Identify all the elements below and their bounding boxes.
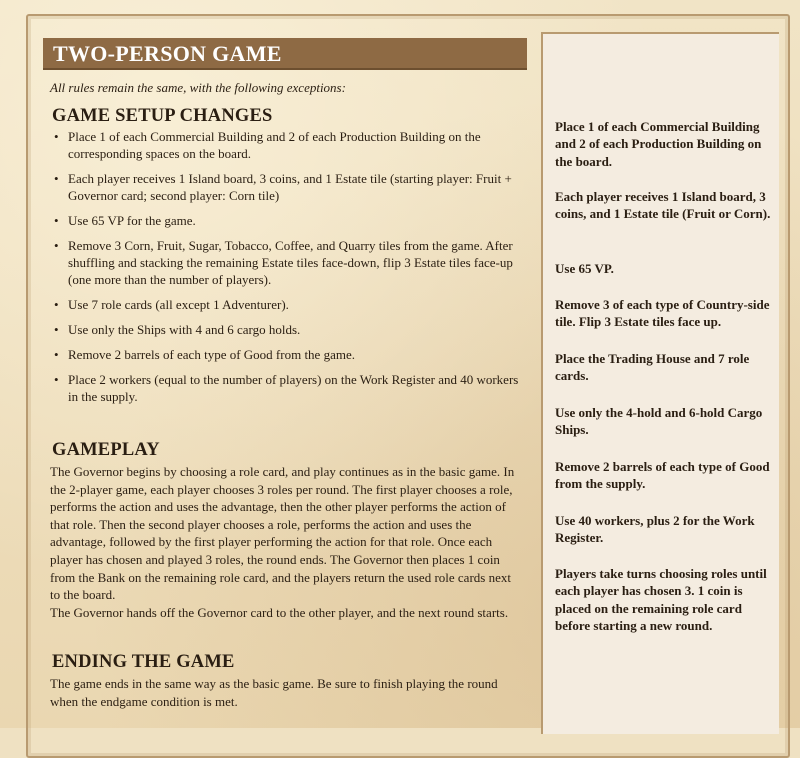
summary-note: Use only the 4-hold and 6-hold Cargo Ships. <box>555 405 763 438</box>
setup-item: • Remove 3 Corn, Fruit, Sugar, Tobacco, Coffee, and Quarry tiles from the game. After shuffling and stacking the remaining Estate tiles face-down, flip 3 Estate tiles face-up (one more than the number of players). <box>50 237 520 288</box>
ending-text: The game ends in the same way as the basic game. Be sure to finish playing the round when the endgame condition is met. <box>50 676 498 709</box>
intro-text: All rules remain the same, with the following exceptions: <box>50 80 346 95</box>
setup-heading: GAME SETUP CHANGES <box>52 106 273 126</box>
gameplay-text <box>50 463 522 621</box>
gameplay-paragraph: The Governor begins by choosing a role card, and play continues as in the basic game. In the 2-player game, each player chooses 3 roles per round. The first player chooses a role, performs the action and uses the advantage, then the other player performs the action of that role. Then the second player chooses a role, performs the action and uses the advantage, followed by the first player performing the action for that role. Once each player has chosen and played 3 roles, the round ends. The Governor then places 1 coin from the Bank on the remaining role card, and the players return the used role cards next to the board. <box>50 464 515 603</box>
setup-item: • Place 2 workers (equal to the number of players) on the Work Register and 40 workers in the supply. <box>50 371 520 405</box>
setup-item: • Use 7 role cards (all except 1 Adventurer). <box>50 296 520 313</box>
gameplay-paragraph-2: The Governor hands off the Governor card to the other player, and the next round starts. <box>50 604 509 620</box>
setup-item: • Use 65 VP for the game. <box>50 212 520 229</box>
setup-item: • Use only the Ships with 4 and 6 cargo holds. <box>50 321 520 338</box>
section-title: TWO-PERSON GAME <box>53 41 282 66</box>
gameplay-heading: GAMEPLAY <box>52 440 160 460</box>
summary-note: Remove 3 of each type of Country-side tile. Flip 3 Estate tiles face up. <box>555 297 770 330</box>
summary-note: Players take turns choosing roles until each player has chosen 3. 1 coin is placed on the remaining role card before starting a new round. <box>555 566 767 634</box>
setup-item: • Remove 2 barrels of each type of Good from the game. <box>50 346 520 363</box>
summary-note: Remove 2 barrels of each type of Good from the supply. <box>555 459 770 492</box>
summary-note: Use 65 VP. <box>555 261 614 276</box>
summary-note: Use 40 workers, plus 2 for the Work Register. <box>555 513 755 546</box>
summary-note: Place 1 of each Commercial Building and 2 of each Production Building on the board. <box>555 119 762 169</box>
ending-heading: ENDING THE GAME <box>52 652 235 672</box>
setup-list <box>50 128 520 413</box>
summary-sidebar <box>541 32 779 734</box>
setup-item: • Place 1 of each Commercial Building and 2 of each Production Building on the corresponding spaces on the board. <box>50 128 520 162</box>
section-banner <box>43 38 527 70</box>
summary-note: Each player receives 1 Island board, 3 coins, and 1 Estate tile (Fruit or Corn). <box>555 189 771 222</box>
summary-note: Place the Trading House and 7 role cards. <box>555 351 750 384</box>
setup-item: • Each player receives 1 Island board, 3 coins, and 1 Estate tile (starting player: Fruit + Governor card; second player: Corn tile) <box>50 170 520 204</box>
